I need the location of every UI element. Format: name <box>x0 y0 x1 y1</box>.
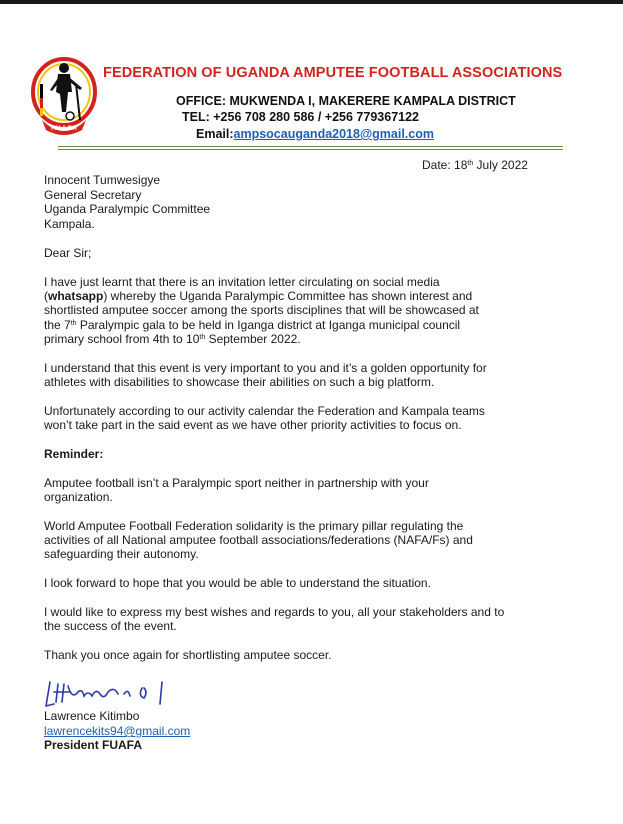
signatory-name: Lawrence Kitimbo <box>44 709 140 723</box>
header-rule <box>58 146 563 147</box>
telephone: TEL: +256 708 280 586 / +256 779367122 <box>182 110 419 124</box>
whatsapp-bold: whatsapp <box>48 289 104 303</box>
paragraph-line: safeguarding their autonomy. <box>44 547 199 561</box>
paragraph-line: (whatsapp) whereby the Uganda Paralympic Committee has shown interest and <box>44 289 473 303</box>
office-address: OFFICE: MUKWENDA I, MAKERERE KAMPALA DISTRICT <box>176 94 516 108</box>
reminder-heading: Reminder: <box>44 447 104 461</box>
paragraph-line: I understand that this event is very important to you and it’s a golden opportunity for <box>44 361 487 375</box>
paragraph-line: Unfortunately according to our activity calendar the Federation and Kampala teams <box>44 404 485 418</box>
signatory-title: President FUAFA <box>44 738 143 752</box>
salutation: Dear Sir; <box>44 246 92 260</box>
header-email-link[interactable]: ampsocauganda2018@gmail.com <box>233 127 434 141</box>
paragraph-line: I would like to express my best wishes and regards to you, all your stakeholders and to <box>44 605 505 619</box>
paragraph-line: shortlisted amputee soccer among the sports disciplines that will be showcased at <box>44 303 479 317</box>
paragraph-line: World Amputee Football Federation solidarity is the primary pillar regulating the <box>44 519 464 533</box>
logo-text: F.U.A.F.A <box>51 126 77 132</box>
paragraph-line: Thank you once again for shortlisting amputee soccer. <box>44 648 332 662</box>
fuafa-logo <box>30 54 98 138</box>
recipient-city: Kampala. <box>44 217 95 231</box>
header-rule-2 <box>58 149 563 150</box>
paragraph-line: the success of the event. <box>44 619 177 633</box>
paragraph-line: athletes with disabilities to showcase their abilities on such a big platform. <box>44 375 435 389</box>
paragraph-line: the 7th Paralympic gala to be held in Iganga district at Iganga municipal council <box>44 318 461 332</box>
top-border <box>0 0 623 4</box>
recipient-org: Uganda Paralympic Committee <box>44 202 211 216</box>
email-label: Email: <box>196 127 234 141</box>
paragraph-line: primary school from 4th to 10th September 2022. <box>44 332 301 346</box>
signatory-email-link[interactable]: lawrencekits94@gmail.com <box>44 724 191 738</box>
paragraph-line: organization. <box>44 490 113 504</box>
letter-date: Date: 18th July 2022 <box>422 158 528 172</box>
paragraph-line: Amputee football isn’t a Paralympic sport neither in partnership with your <box>44 476 429 490</box>
recipient-title: General Secretary <box>44 188 142 202</box>
recipient-name: Innocent Tumwesigye <box>44 173 161 187</box>
handwritten-signature <box>44 678 174 710</box>
paragraph-line: won’t take part in the said event as we have other priority activities to focus on. <box>44 418 462 432</box>
paragraph-line: I look forward to hope that you would be able to understand the situation. <box>44 576 431 590</box>
header-email-line <box>196 127 434 141</box>
paragraph-line: activities of all National amputee football associations/federations (NAFA/Fs) and <box>44 533 473 547</box>
organization-name: FEDERATION OF UGANDA AMPUTEE FOOTBALL ASSOCIATIONS <box>103 65 563 81</box>
paragraph-line: I have just learnt that there is an invitation letter circulating on social media <box>44 275 440 289</box>
